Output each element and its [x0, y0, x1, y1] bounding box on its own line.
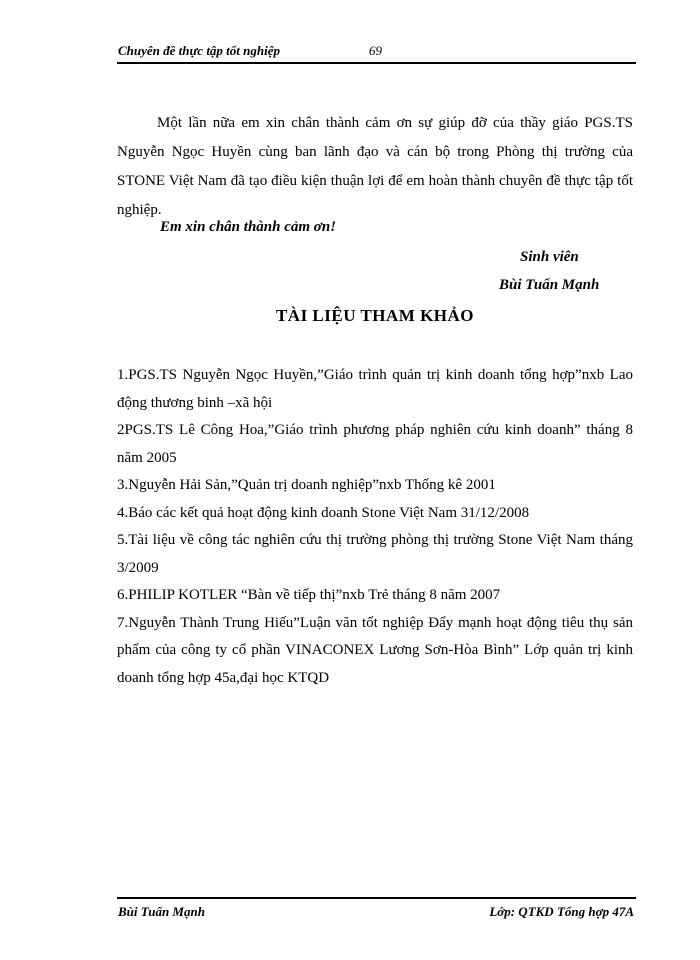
- page-header: [117, 42, 636, 64]
- footer-author: Bùi Tuấn Mạnh: [118, 904, 205, 919]
- page-number: 69: [369, 43, 382, 58]
- reference-item: 2PGS.TS Lê Công Hoa,”Giáo trình phương pháp nghiên cứu kinh doanh” tháng 8 năm 2005: [117, 422, 633, 466]
- reference-item: 4.Báo các kết quả hoạt động kinh doanh Stone Việt Nam 31/12/2008: [117, 504, 530, 521]
- closing-thanks: Em xin chân thành cảm ơn!: [160, 219, 337, 235]
- reference-item: 6.PHILIP KOTLER “Bàn về tiếp thị”nxb Trẻ tháng 8 năm 2007: [117, 587, 501, 603]
- reference-item: 5.Tài liệu về công tác nghiên cứu thị trường phòng thị trường Stone Việt Nam tháng 3/2009: [117, 532, 633, 576]
- footer-class: Lớp: QTKD Tổng hợp 47A: [489, 904, 634, 919]
- acknowledgement-paragraph: Một lần nữa em xin chân thành cảm ơn sự giúp đỡ của thầy giáo PGS.TS Nguyễn Ngọc Huyền cùng ban lãnh đạo và cán bộ trong Phòng thị trường của STONE Việt Nam đã tạo điều kiện thuận lợi để em hoàn thành chuyên đề thực tập tốt nghiệp.: [117, 115, 633, 218]
- signer-role: Sinh viên: [520, 249, 579, 265]
- references-title: TÀI LIỆU THAM KHẢO: [275, 306, 475, 325]
- reference-item: 3.Nguyễn Hải Sản,”Quản trị doanh nghiệp”nxb Thống kê 2001: [117, 477, 496, 493]
- signer-name: Bùi Tuấn Mạnh: [499, 277, 600, 293]
- references-list: [117, 362, 633, 692]
- reference-item: 7.Nguyễn Thành Trung Hiếu”Luận văn tốt nghiệp Đẩy mạnh hoạt động tiêu thụ sản phẩm của công ty cổ phần VINACONEX Lương Sơn-Hòa Bình” Lớp quản trị kinh doanh tổng hợp 45a,đại học KTQD: [117, 614, 633, 686]
- page-footer: [117, 897, 636, 921]
- reference-item: 1.PGS.TS Nguyễn Ngọc Huyền,”Giáo trình quản trị kinh doanh tổng hợp”nxb Lao động thương binh –xã hội: [117, 367, 633, 411]
- header-title: Chuyên đề thực tập tốt nghiệp: [118, 43, 280, 58]
